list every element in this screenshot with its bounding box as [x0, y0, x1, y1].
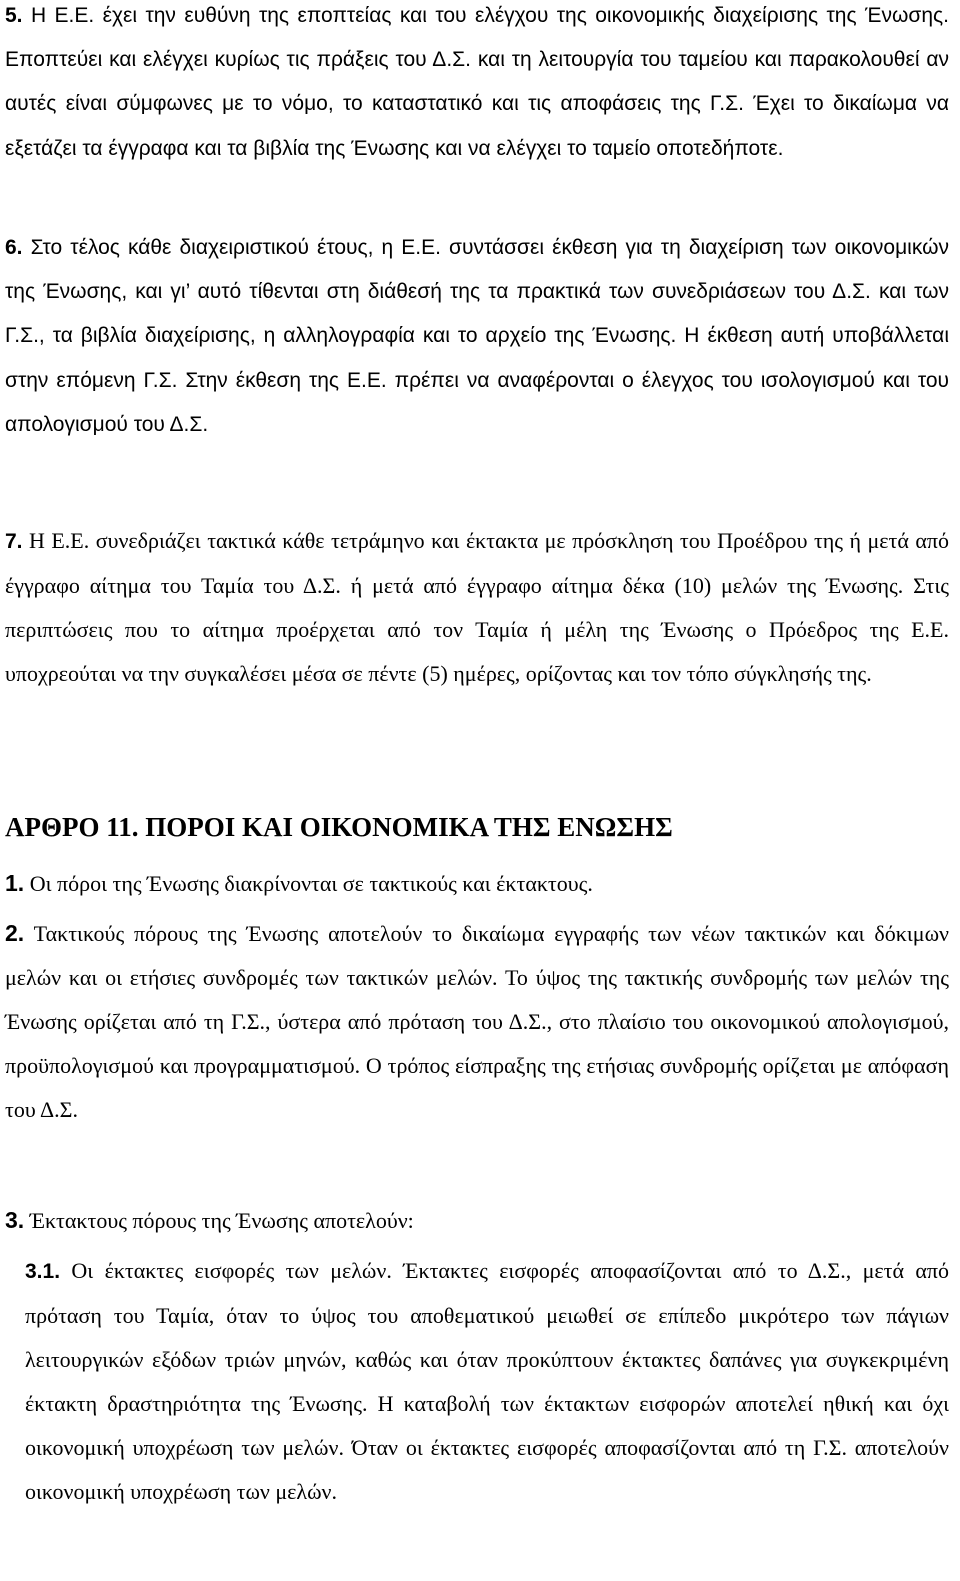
- item-number: 3.1.: [25, 1260, 61, 1283]
- article-item-3-1: [25, 1249, 949, 1514]
- item-number: 2.: [5, 920, 25, 946]
- item-text: Η Ε.Ε. έχει την ευθύνη της εποπτείας και του ελέγχου της οικονομικής διαχείρισης της Ένωσης. Εποπτεύει και ελέγχει κυρίως τις πράξεις του Δ.Σ. και τη λειτουργία του ταμείου και παρακολουθεί αν αυτές είναι σύμφωνες με το νόμο, το καταστατικό και τις αποφάσεις της Γ.Σ. Έχει το δικαίωμα να εξετάζει τα έγγραφα και τα βιβλία της Ένωσης και να ελέγχει το ταμείο οποτεδήποτε.: [5, 4, 949, 160]
- paragraph-6: [5, 226, 949, 447]
- article-item-3: [5, 1198, 949, 1243]
- item-text: Έκτακτους πόρους της Ένωσης αποτελούν:: [29, 1208, 414, 1233]
- item-text: Οι πόροι της Ένωσης διακρίνονται σε τακτικούς και έκτακτους.: [29, 871, 593, 896]
- item-number: 7.: [5, 530, 23, 553]
- item-number: 6.: [5, 236, 23, 259]
- article-item-2: [5, 911, 949, 1132]
- article-heading: ΑΡΘΡΟ 11. ΠΟΡΟΙ ΚΑΙ ΟΙΚΟΝΟΜΙΚΑ ΤΗΣ ΕΝΩΣΗΣ: [5, 812, 673, 842]
- item-number: 5.: [5, 4, 23, 27]
- item-text: Οι έκτακτες εισφορές των μελών. Έκτακτες εισφορές αποφασίζονται από το Δ.Σ., μετά από πρόταση του Ταμία, όταν το ύψος του αποθεματικού μειωθεί σε επίπεδο μικρότερο των πάγιων λειτουργικών εξόδων τριών μηνών, καθώς και όταν προκύπτουν έκτακτες δαπάνες για συγκεκριμένη έκτακτη δραστηριότητα της Ένωσης. Η καταβολή των έκτακτων εισφορών αποτελεί ηθική και όχι οικονομική υποχρέωση των μελών. Όταν οι έκτακτες εισφορές αποφασίζονται από τη Γ.Σ. αποτελούν οικονομική υποχρέωση των μελών.: [25, 1258, 950, 1504]
- article-item-1: [5, 861, 949, 906]
- item-number: 1.: [5, 870, 25, 896]
- paragraph-5: [5, 0, 949, 171]
- item-text: Στο τέλος κάθε διαχειριστικού έτους, η Ε.Ε. συντάσσει έκθεση για τη διαχείριση των οικονομικών της Ένωσης, και γι’ αυτό τίθενται στη διάθεσή της τα πρακτικά των συνεδριάσεων του Δ.Σ. και των Γ.Σ., τα βιβλία διαχείρισης, η αλληλογραφία και το αρχείο της Ένωσης. Η έκθεση αυτή υποβάλλεται στην επόμενη Γ.Σ. Στην έκθεση της Ε.Ε. πρέπει να αναφέρονται ο έλεγχος του ισολογισμού και του απολογισμού του Δ.Σ.: [5, 236, 949, 436]
- item-text: Τακτικούς πόρους της Ένωσης αποτελούν το δικαίωμα εγγραφής των νέων τακτικών και δόκιμων μελών και οι ετήσιες συνδρομές των τακτικών μελών. Το ύψος της τακτικής συνδρομής των μελών της Ένωσης ορίζεται από τη Γ.Σ., ύστερα από πρόταση του Δ.Σ., στο πλαίσιο του οικονομικού απολογισμού, προϋπολογισμού και προγραμματισμού. Ο τρόπος είσπραξης της ετήσιας συνδρομής ορίζεται με απόφαση του Δ.Σ.: [5, 921, 949, 1122]
- item-text: Η Ε.Ε. συνεδριάζει τακτικά κάθε τετράμηνο και έκτακτα με πρόσκληση του Προέδρου της ή μετά από έγγραφο αίτημα του Ταμία του Δ.Σ. ή μετά από έγγραφο αίτημα δέκα (10) μελών της Ένωσης. Στις περιπτώσεις που το αίτημα προέρχεται από τον Ταμία ή μέλη της Ένωσης ο Πρόεδρος της Ε.Ε. υποχρεούται να την συγκαλέσει μέσα σε πέντε (5) ημέρες, ορίζοντας και τον τόπο σύγκλησής της.: [5, 528, 949, 686]
- item-number: 3.: [5, 1207, 25, 1233]
- paragraph-7: [5, 519, 949, 696]
